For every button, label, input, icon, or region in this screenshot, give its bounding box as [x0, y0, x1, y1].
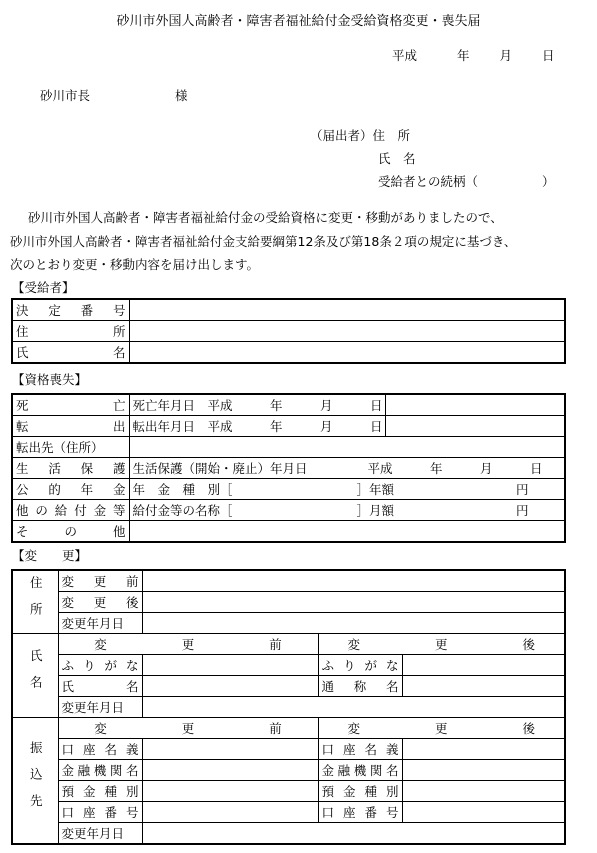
table-row [12, 500, 565, 521]
deposit-type-after-label: 預金種別 [318, 781, 402, 802]
address-after-label: 変更後 [58, 592, 142, 613]
account-number-after-label: 口座番号 [318, 802, 402, 823]
name-change-date-label: 変更年月日 [58, 697, 142, 718]
name-before-field[interactable] [142, 676, 318, 697]
table-row [12, 802, 565, 823]
table-row [12, 437, 565, 458]
pension-label: 公的年金 [12, 479, 129, 500]
recipient-name-label: 氏名 [12, 342, 129, 364]
alias-after-label: 通称名 [318, 676, 402, 697]
destination-field[interactable] [129, 437, 565, 458]
pension-type-label: 年 金 種 別［ [132, 482, 233, 497]
date-era: 平成 [392, 48, 418, 63]
benefit-name-label: 給付金等の名称［ [132, 503, 233, 518]
table-row [12, 823, 565, 845]
moveout-extra-field[interactable] [385, 416, 565, 437]
pension-yen-label: 円 [516, 482, 529, 497]
applicant-name-label: 氏 名 [378, 151, 416, 166]
table-row [12, 676, 565, 697]
address-before-field[interactable] [142, 570, 565, 592]
name-change-date-field[interactable] [142, 697, 565, 718]
table-row [12, 416, 565, 437]
death-extra-field[interactable] [385, 394, 565, 416]
welfare-detail-label: 生活保護（開始・廃止）年月日 [132, 461, 308, 476]
table-row [12, 739, 565, 760]
form-title: 砂川市外国人高齢者・障害者福祉給付金受給資格変更・喪失届 [116, 14, 481, 29]
section-change: 【変 更】 [12, 548, 88, 563]
table-row [12, 479, 565, 500]
alias-after-field[interactable] [402, 676, 565, 697]
furigana-before-field[interactable] [142, 655, 318, 676]
furigana-before-label: ふりがな [58, 655, 142, 676]
table-row [12, 570, 565, 592]
table-row [12, 613, 565, 634]
addressee-mayor: 砂川市長 [40, 88, 91, 103]
recipient-address-label: 住所 [12, 321, 129, 342]
recipient-address-field[interactable] [129, 321, 565, 342]
address-after-field[interactable] [142, 592, 565, 613]
table-row [12, 760, 565, 781]
destination-label: 転出先（住所） [12, 437, 129, 458]
table-row [12, 321, 565, 342]
moveout-date-label: 転出年月日 平成 年 月 日 [129, 416, 385, 437]
recipient-table [11, 298, 566, 364]
statement-line: 砂川市外国人高齢者・障害者福祉給付金の受給資格に変更・移動がありましたので、 [28, 210, 503, 225]
change-name-label: 氏名 [12, 634, 58, 718]
address-before-label: 変更前 [58, 570, 142, 592]
applicant-relation-label: 受給者との続柄（ [378, 174, 479, 189]
other-benefit-detail [129, 500, 565, 521]
deposit-type-after-field[interactable] [402, 781, 565, 802]
submission-date [392, 46, 555, 64]
other-field[interactable] [129, 521, 565, 543]
account-number-after-field[interactable] [402, 802, 565, 823]
date-month: 月 [499, 48, 513, 63]
table-row [12, 394, 565, 416]
transfer-change-date-field[interactable] [142, 823, 565, 845]
holder-before-field[interactable] [142, 739, 318, 760]
table-row [12, 458, 565, 479]
applicant-relation-close: ） [542, 174, 555, 189]
pension-detail [129, 479, 565, 500]
section-recipient: 【受給者】 [12, 280, 75, 295]
death-label: 死亡 [12, 394, 129, 416]
deposit-type-before-label: 預金種別 [58, 781, 142, 802]
statement-line: 砂川市外国人高齢者・障害者福祉給付金支給要綱第12条及び第18条２項の規定に基づき、 [10, 233, 517, 249]
statement-line: 次のとおり変更・移動内容を届け出します。 [10, 257, 260, 272]
transfer-before-header: 変 更 前 [58, 718, 318, 739]
holder-before-label: 口座名義 [58, 739, 142, 760]
bank-before-label: 金融機関名 [58, 760, 142, 781]
address-change-date-field[interactable] [142, 613, 565, 634]
furigana-after-label: ふりがな [318, 655, 402, 676]
account-number-before-label: 口座番号 [58, 802, 142, 823]
table-row [12, 592, 565, 613]
benefit-amount-label: ］月額 [356, 503, 395, 518]
table-row [12, 634, 565, 655]
date-year: 年 [457, 48, 470, 63]
account-number-before-field[interactable] [142, 802, 318, 823]
loss-table [11, 393, 566, 543]
benefit-yen-label: 円 [516, 503, 529, 518]
table-row [12, 342, 565, 364]
recipient-name-field[interactable] [129, 342, 565, 364]
transfer-after-header: 変 更 後 [318, 718, 565, 739]
table-row [12, 655, 565, 676]
decision-number-label: 決定番号 [12, 299, 129, 321]
deposit-type-before-field[interactable] [142, 781, 318, 802]
section-loss: 【資格喪失】 [12, 372, 88, 387]
date-day: 日 [542, 48, 555, 63]
addressee-honorific: 様 [175, 88, 188, 103]
other-label: その他 [12, 521, 129, 543]
bank-before-field[interactable] [142, 760, 318, 781]
welfare-detail [129, 458, 565, 479]
change-transfer-label: 振込先 [12, 718, 58, 845]
welfare-label: 生活保護 [12, 458, 129, 479]
moveout-label: 転出 [12, 416, 129, 437]
change-table [11, 569, 566, 845]
holder-after-field[interactable] [402, 739, 565, 760]
statement-text [10, 206, 590, 277]
holder-after-label: 口座名義 [318, 739, 402, 760]
death-date-label: 死亡年月日 平成 年 月 日 [129, 394, 385, 416]
welfare-date-label: 平成 年 月 日 [367, 461, 543, 476]
table-row [12, 299, 565, 321]
address-change-date-label: 変更年月日 [58, 613, 142, 634]
pension-amount-label: ］年額 [356, 482, 395, 497]
table-row [12, 521, 565, 543]
table-row [12, 718, 565, 739]
table-row [12, 781, 565, 802]
bank-after-field[interactable] [402, 760, 565, 781]
furigana-after-field[interactable] [402, 655, 565, 676]
table-row [12, 697, 565, 718]
bank-after-label: 金融機関名 [318, 760, 402, 781]
transfer-change-date-label: 変更年月日 [58, 823, 142, 845]
decision-number-field[interactable] [129, 299, 565, 321]
name-before-label: 氏名 [58, 676, 142, 697]
name-after-header: 変 更 後 [318, 634, 565, 655]
applicant-address-label: （届出者）住 所 [310, 128, 411, 143]
other-benefit-label: 他の給付金等 [12, 500, 129, 521]
change-address-label: 住所 [12, 570, 58, 634]
name-before-header: 変 更 前 [58, 634, 318, 655]
